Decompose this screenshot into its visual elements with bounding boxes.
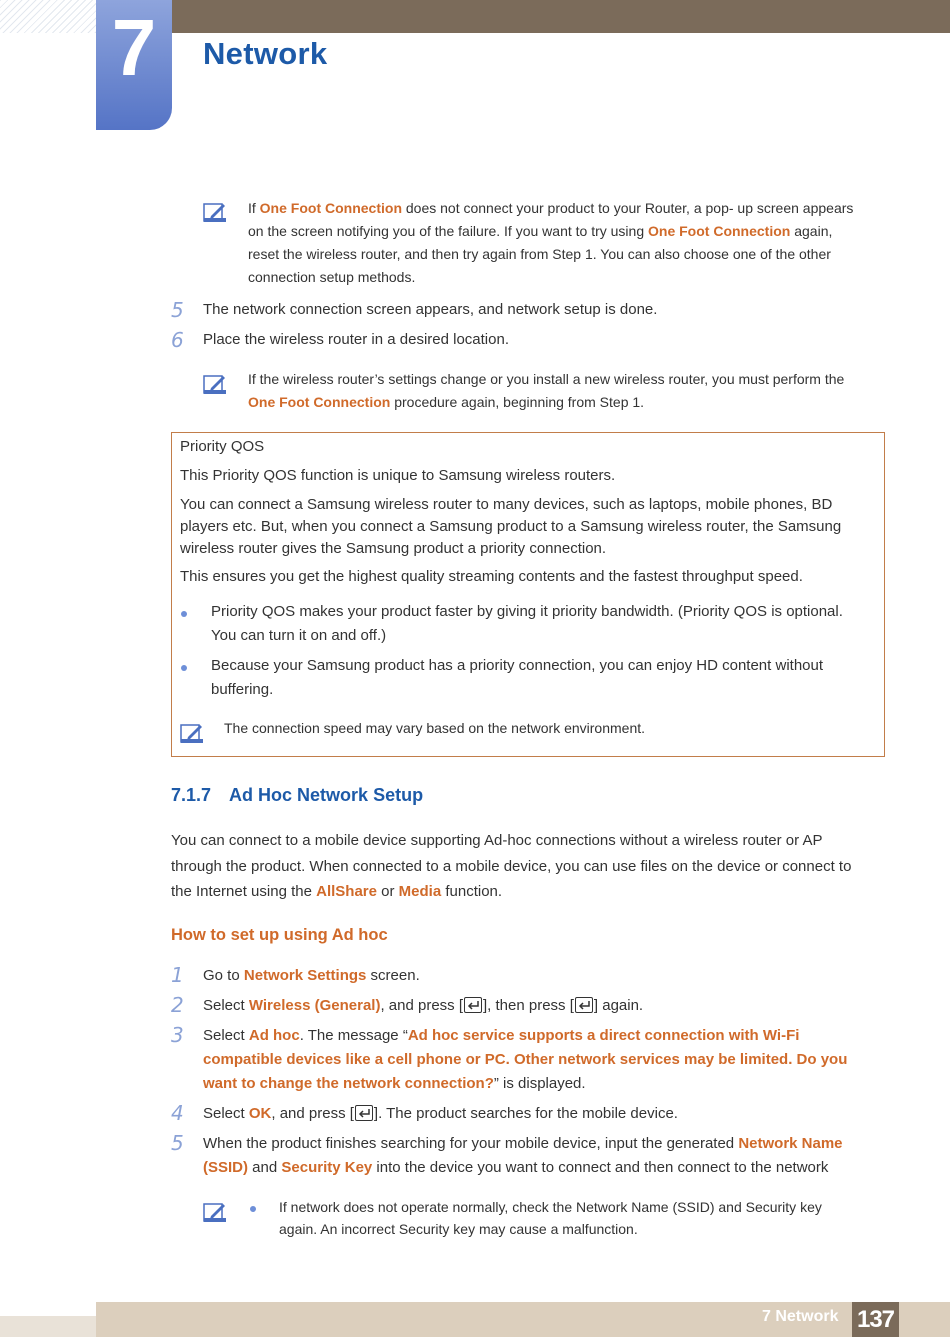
footer-label: 7 Network	[762, 1308, 839, 1325]
step-text: When the product finishes searching for your mobile device, input the generated Network Name (SSID) and Security Key into the device you want to connect and then connect to the network	[203, 1135, 843, 1176]
chapter-title: Network	[203, 36, 328, 71]
page-number: 137	[852, 1302, 899, 1337]
header-hatch	[0, 0, 96, 33]
note-one-foot-connection: If One Foot Connection does not connect your product to your Router, a pop- up screen appears on the screen notifying you of the failure. If you want to try using One Foot Connection again, reset the wireless router, and then try again from Step 1. You can also choose one of the other connection setup methods.	[248, 200, 854, 285]
priority-qos-box	[171, 432, 885, 757]
note-router-settings: If the wireless router’s settings change or you install a new wireless router, you must perform the One Foot Connection procedure again, beginning from Step 1.	[248, 371, 845, 410]
note-icon	[203, 201, 227, 223]
how-to-heading: How to set up using Ad hoc	[171, 926, 388, 944]
network-note: If network does not operate normally, check the Network Name (SSID) and Security key again. An incorrect Security key may cause a malfunction.	[279, 1199, 822, 1237]
step-text: Go to Network Settings screen.	[203, 967, 420, 984]
section-paragraph: You can connect to a mobile device supporting Ad-hoc connections without a wireless router or AP through the product. When connected to a mobile device, you can use files on the device or connect to the Internet using the AllShare or Media function.	[171, 832, 852, 900]
step-number: 2	[171, 993, 184, 1017]
bullet-icon	[181, 665, 187, 671]
chapter-tab	[96, 0, 172, 130]
footer-strip	[0, 1316, 96, 1337]
step-number: 4	[171, 1101, 184, 1125]
bullet-icon	[181, 611, 187, 617]
qos-note: The connection speed may vary based on the network environment.	[224, 720, 646, 736]
qos-line: This ensures you get the highest quality streaming contents and the fastest throughput speed.	[180, 568, 803, 585]
step-number: 1	[171, 963, 184, 987]
enter-key-icon	[575, 997, 593, 1013]
qos-bullet: Because your Samsung product has a priority connection, you can enjoy HD content without buffering.	[211, 657, 824, 698]
qos-paragraph: You can connect a Samsung wireless router to many devices, such as laptops, mobile phones, BD players etc. But, when you connect a Samsung product to a Samsung wireless router, the Samsung wireless router gives the Samsung product a priority connection.	[180, 496, 842, 557]
qos-title: Priority QOS	[180, 438, 265, 455]
note-icon	[203, 1201, 227, 1223]
chapter-number: 7	[111, 3, 157, 92]
section-heading: 7.1.7 Ad Hoc Network Setup	[171, 785, 424, 805]
note-icon	[180, 722, 204, 744]
header-bar	[96, 0, 950, 33]
step-text: Place the wireless router in a desired location.	[203, 331, 509, 348]
enter-key-icon	[355, 1105, 373, 1121]
qos-line: This Priority QOS function is unique to Samsung wireless routers.	[180, 467, 616, 484]
note-icon	[203, 373, 227, 395]
enter-key-icon	[464, 997, 482, 1013]
qos-bullet: Priority QOS makes your product faster by giving it priority bandwidth. (Priority QOS is optional. You can turn it on and off.)	[211, 603, 843, 644]
step-number: 5	[171, 1131, 184, 1155]
step-number: 3	[171, 1023, 184, 1047]
step-text: Select OK, and press [ ]. The product searches for the mobile device.	[203, 1105, 678, 1122]
step-text: Select Wireless (General), and press [ ], then press [ ] again.	[203, 997, 644, 1014]
step-text: Select Ad hoc. The message “Ad hoc service supports a direct connection with Wi-Fi compatible devices like a cell phone or PC. Other network services may be limited. Do you want to change the network connection?” is displayed.	[203, 1027, 848, 1092]
bullet-icon	[250, 1206, 256, 1212]
step-number: 5	[171, 298, 184, 322]
step-number: 6	[171, 328, 184, 352]
step-text: The network connection screen appears, and network setup is done.	[203, 301, 658, 318]
